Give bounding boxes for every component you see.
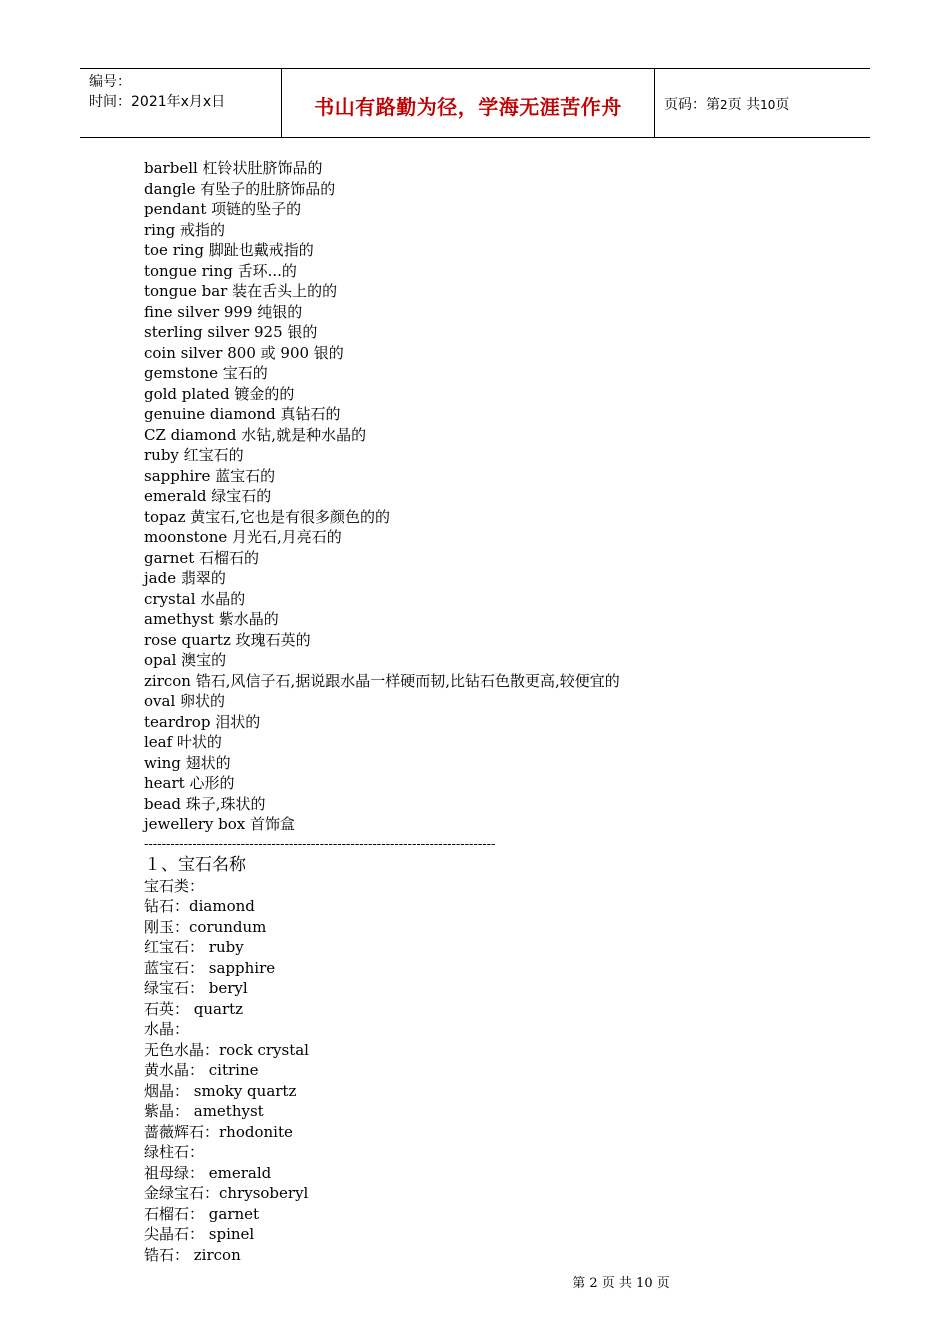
text-line: bead 珠子,珠状的 (144, 794, 266, 813)
text-line: 金绿宝石：chrysoberyl (144, 1184, 309, 1202)
text-line: 锆石： zircon (144, 1245, 241, 1264)
section-title: １、宝石名称 (144, 855, 246, 875)
text-line: ruby 红宝石的 (144, 446, 244, 464)
text-line: oval 卵状的 (144, 692, 226, 710)
text-line: dangle 有坠子的肚脐饰品的 (144, 179, 336, 198)
page-mid: 页 共 (727, 97, 761, 113)
text-line: 钻石：diamond (144, 897, 255, 915)
text-line: crystal 水晶的 (144, 589, 246, 608)
text-line: emerald 绿宝石的 (144, 487, 272, 505)
header-page-info (664, 94, 789, 114)
text-line: sapphire 蓝宝石的 (144, 466, 276, 485)
text-line: 刚玉：corundum (144, 917, 267, 936)
text-line: pendant 项链的坠子的 (144, 200, 302, 218)
page-header (80, 68, 870, 138)
text-line: gemstone 宝石的 (144, 364, 268, 382)
text-line: coin silver 800 或 900 银的 (144, 343, 344, 362)
text-line: 石榴石： garnet (144, 1204, 260, 1223)
text-line: tongue ring 舌环...的 (144, 261, 297, 280)
text-line: leaf 叶状的 (144, 733, 222, 751)
text-line: 蓝宝石： sapphire (144, 958, 276, 977)
text-line: 尖晶石： spinel (144, 1225, 255, 1243)
text-line: 紫晶： amethyst (144, 1102, 264, 1120)
text-line: genuine diamond 真钻石的 (144, 405, 341, 423)
text-line: 宝石类： (144, 876, 205, 895)
text-line: heart 心形的 (144, 774, 235, 792)
text-line: rose quartz 玫瑰石英的 (144, 630, 311, 649)
text-line: fine silver 999 纯银的 (144, 302, 303, 321)
text-line: 水晶： (144, 1020, 190, 1038)
text-line: 烟晶： smoky quartz (144, 1081, 297, 1100)
text-line: ring 戒指的 (144, 220, 225, 239)
page-suffix: 页 (775, 97, 790, 113)
page-footer: 第 2 页 共 10 页 (572, 1276, 670, 1291)
text-line: gold plated 镀金的的 (144, 384, 295, 403)
text-line: barbell 杠铃状肚脐饰品的 (144, 159, 323, 177)
text-line: teardrop 泪状的 (144, 712, 261, 731)
page-total: 10 (760, 98, 776, 112)
text-line: zircon 锆石,风信子石,据说跟水晶一样硬而韧,比钻石色散更高,较便宜的 (144, 671, 620, 690)
header-meta-cell (80, 69, 282, 137)
text-line: 绿宝石： beryl (144, 979, 248, 997)
text-line: 石英： quartz (144, 999, 244, 1018)
jewelry-vocab-list (144, 158, 864, 835)
text-line: tongue bar 装在舌头上的的 (144, 282, 338, 300)
gem-names-list (144, 876, 864, 1266)
document-time-label: 时间：2021年x月x日 (89, 94, 226, 110)
header-motto: 书山有路勤为径，学海无涯苦作舟 (314, 95, 622, 119)
text-line: 祖母绿： emerald (144, 1163, 272, 1182)
text-line: CZ diamond 水钻,就是种水晶的 (144, 425, 367, 444)
text-line: sterling silver 925 银的 (144, 323, 318, 341)
text-line: amethyst 紫水晶的 (144, 610, 279, 628)
text-line: moonstone 月光石,月亮石的 (144, 528, 342, 546)
text-line: 黄水晶： citrine (144, 1061, 259, 1079)
text-line: 无色水晶：rock crystal (144, 1040, 309, 1059)
text-line: wing 翅状的 (144, 753, 231, 772)
text-line: garnet 石榴石的 (144, 548, 260, 567)
page-current: 2 (720, 98, 728, 112)
text-line: topaz 黄宝石,它也是有很多颜色的的 (144, 507, 391, 526)
text-line: 红宝石： ruby (144, 938, 244, 956)
text-line: 绿柱石： (144, 1143, 205, 1161)
document-number-label: 编号： (89, 74, 131, 90)
text-line: jewellery box 首饰盒 (144, 815, 295, 833)
text-line: jade 翡翠的 (144, 569, 226, 587)
divider-line: -------------------------------------------------------------------------------- (144, 836, 496, 852)
header-page-cell (655, 69, 870, 137)
header-motto-cell (282, 69, 655, 137)
document-body (144, 158, 864, 1265)
text-line: toe ring 脚趾也戴戒指的 (144, 241, 314, 259)
page-prefix: 页码：第 (664, 97, 720, 113)
text-line: 蔷薇辉石：rhodonite (144, 1122, 293, 1141)
text-line: opal 澳宝的 (144, 651, 227, 669)
